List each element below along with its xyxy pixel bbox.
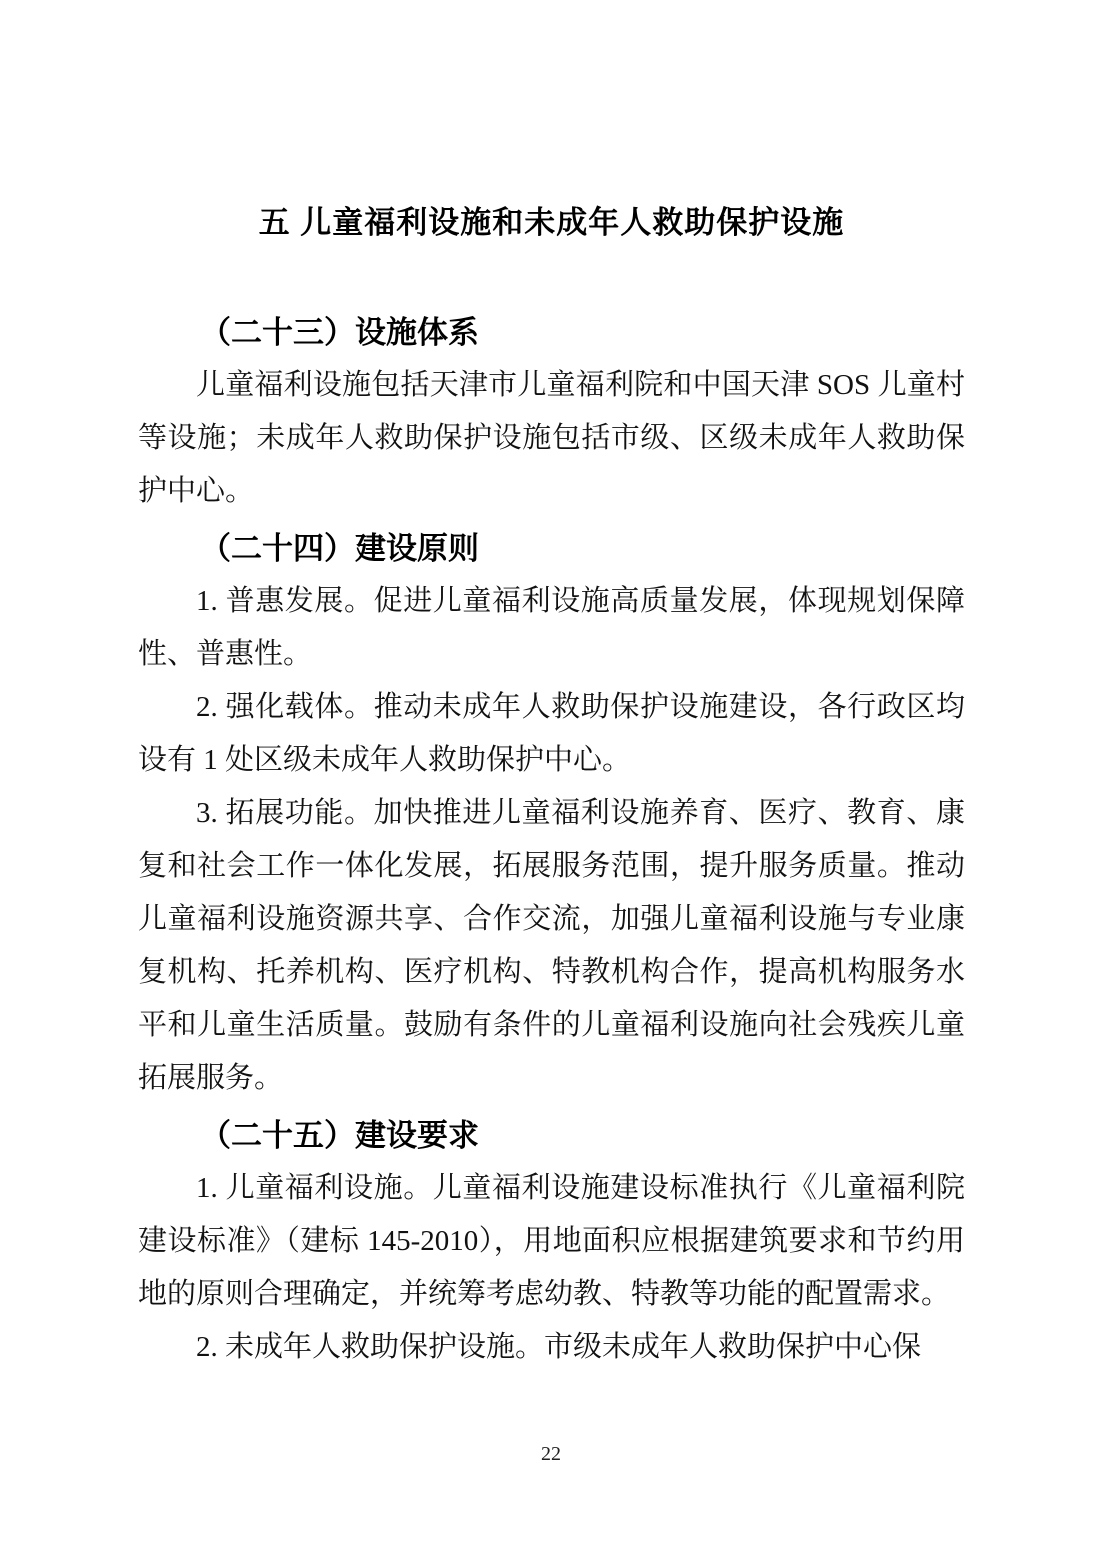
- page-title: 五 儿童福利设施和未成年人救助保护设施: [258, 205, 845, 240]
- section-heading-construction-requirements: （二十五）建设要求: [200, 1118, 479, 1153]
- paragraph-principle-2: 2. 强化载体。推动未成年人救助保护设施建设，各行政区均设有 1 处区级未成年人救助保护中心。: [138, 691, 965, 776]
- section-facility-system: [138, 306, 965, 518]
- paragraph-principle-3: 3. 拓展功能。加快推进儿童福利设施养育、医疗、教育、康复和社会工作一体化发展，拓展服务范围，提升服务质量。推动儿童福利设施资源共享、合作交流，加强儿童福利设施与专业康复机构、托养机构、医疗机构、特教机构合作，提高机构服务水平和儿童生活质量。鼓励有条件的儿童福利设施向社会残疾儿童拓展服务。: [138, 797, 965, 1094]
- section-construction-requirements: [138, 1109, 965, 1374]
- section-construction-principles: [138, 522, 965, 1105]
- paragraph-principle-1: 1. 普惠发展。促进儿童福利设施高质量发展，体现规划保障性、普惠性。: [138, 585, 965, 670]
- page-number: 22: [541, 1443, 561, 1465]
- document-content: [138, 0, 965, 1374]
- section-heading-construction-principles: （二十四）建设原则: [200, 531, 479, 566]
- paragraph-requirement-1: 1. 儿童福利设施。儿童福利设施建设标准执行《儿童福利院建设标准》（建标 145-2010），用地面积应根据建筑要求和节约用地的原则合理确定，并统筹考虑幼教、特教等功能的配置需求。: [138, 1172, 965, 1310]
- section-heading-facility-system: （二十三）设施体系: [200, 315, 479, 350]
- paragraph-facility-system: 儿童福利设施包括天津市儿童福利院和中国天津 SOS 儿童村等设施；未成年人救助保护设施包括市级、区级未成年人救助保护中心。: [138, 369, 965, 507]
- paragraph-requirement-2: 2. 未成年人救助保护设施。市级未成年人救助保护中心保: [196, 1331, 922, 1363]
